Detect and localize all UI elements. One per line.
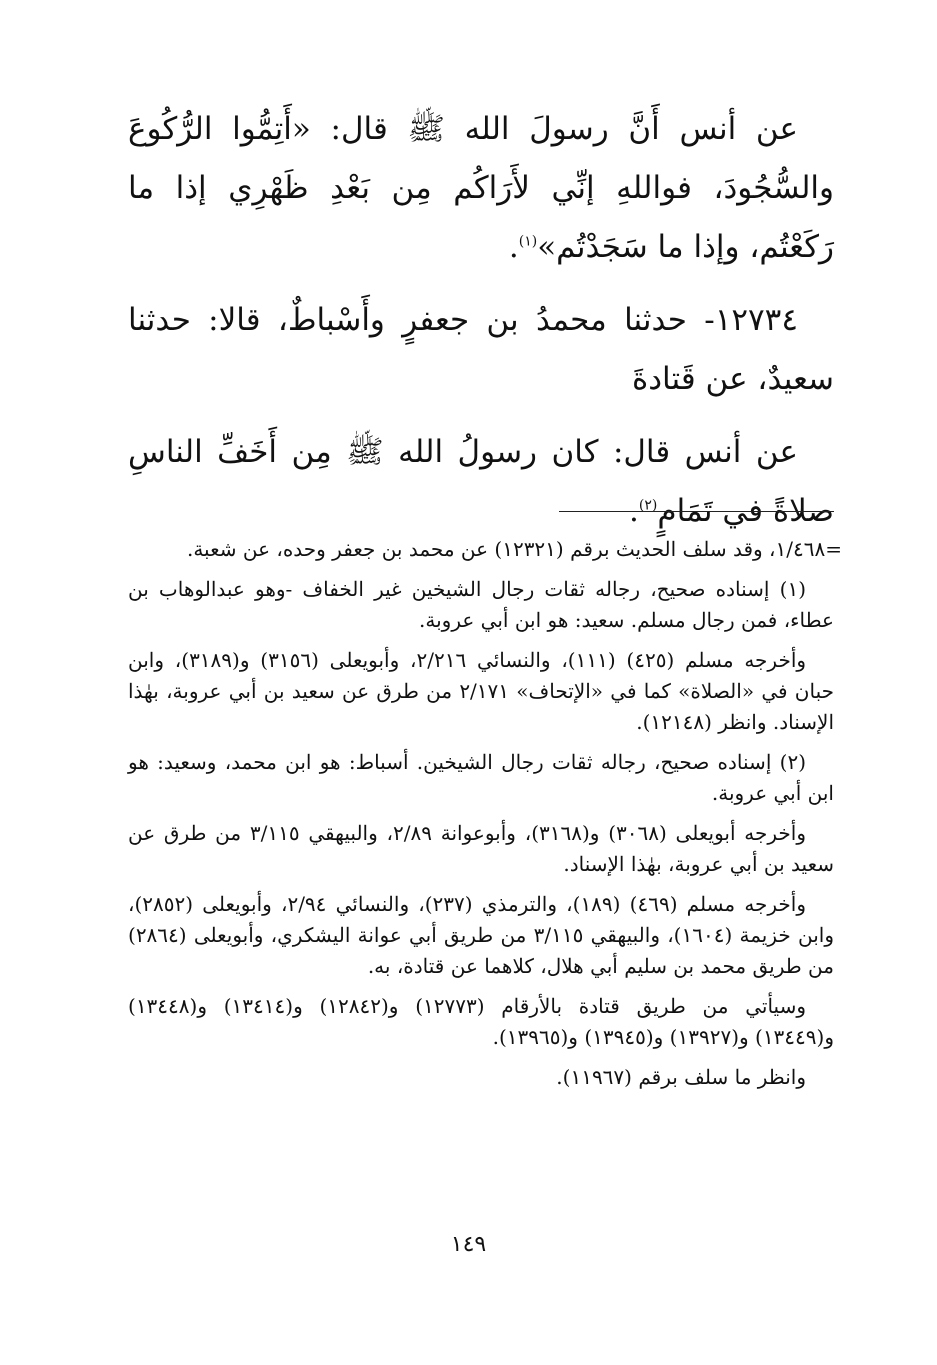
page-number: ١٤٩ <box>450 1232 487 1257</box>
footnotes <box>128 534 842 1102</box>
footnote-continuation: =١/٤٦٨، وقد سلف الحديث برقم (١٢٣٢١) عن محمد بن جعفر وحده، عن شعبة. <box>186 537 842 561</box>
footnote-ref-1[interactable]: (١) <box>518 233 538 250</box>
footnote-2-sources-b: وأخرجه مسلم (٤٦٩) (١٨٩)، والترمذي (٢٣٧)، والنسائي ٢/٩٤، وأبويعلى (٢٨٥٢)، وابن خزيمة (١٦٠٤)، والبيهقي ٣/١١٥ من طريق أبي عوانة اليشكري، وأبويعلى (٢٨٦٤) من طريق محمد بن سليم أبي هلال، كلاهما عن قتادة، به. <box>128 892 834 978</box>
footnote-1: (١) إسناده صحيح، رجاله ثقات رجال الشيخين غير الخفاف -وهو عبدالوهاب بن عطاء، فمن رجال مسلم. سعيد: هو ابن أبي عروبة. <box>128 577 834 632</box>
footnote-2-compare: وانظر ما سلف برقم (١١٩٦٧). <box>556 1065 806 1089</box>
footnote-2-see-also: وسيأتي من طريق قتادة بالأرقام (١٢٧٧٣) و(١٢٨٤٢) و(١٣٤١٤) و(١٣٤٤٨) و(١٣٤٤٩) و(١٣٩٢٧) و(١٣٩٤٥) و(١٣٩٦٥). <box>128 994 834 1049</box>
hadith-paragraph-2: عن أنس قال: كان رسولُ الله ﷺ مِن أَخَفِّ الناسِ صلاةً في تَمَامٍ$^{(٢)}$. <box>128 434 834 529</box>
hadith-text <box>128 100 834 555</box>
footnote-separator <box>559 511 834 512</box>
footnote-2: (٢) إسناده صحيح، رجاله ثقات رجال الشيخين. أسباط: هو ابن محمد، وسعيد: هو ابن أبي عروبة. <box>128 750 834 805</box>
footnote-ref-2[interactable]: (٢) <box>638 497 658 514</box>
isnad-paragraph: ١٢٧٣٤- حدثنا محمدُ بن جعفرٍ وأَسْباطٌ، قالا: حدثنا سعيدٌ، عن قَتادةَ <box>128 302 834 397</box>
footnote-1-sources: وأخرجه مسلم (٤٢٥) (١١١)، والنسائي ٢/٢١٦، وأبويعلى (٣١٥٦) و(٣١٨٩)، وابن حبان في «الصلاة» كما في «الإتحاف» ٢/١٧١ من طرق عن سعيد بن أبي عروبة، بهٰذا الإسناد. وانظر (١٢١٤٨). <box>128 648 834 734</box>
hadith-paragraph-1: عن أنس أَنَّ رسولَ الله ﷺ قال: «أَتِمُّوا الرُّكُوعَ والسُّجُودَ، فواللهِ إنِّي لأَرَاكُم مِن بَعْدِ ظَهْرِي إذا ما رَكَعْتُم، وإذا ما سَجَدْتُم»$^{(١)}$. <box>128 111 834 265</box>
footnote-2-sources-a: وأخرجه أبويعلى (٣٠٦٨) و(٣١٦٨)، وأبوعوانة ٢/٨٩، والبيهقي ٣/١١٥ من طرق عن سعيد بن أبي عروبة، بهٰذا الإسناد. <box>128 821 834 876</box>
